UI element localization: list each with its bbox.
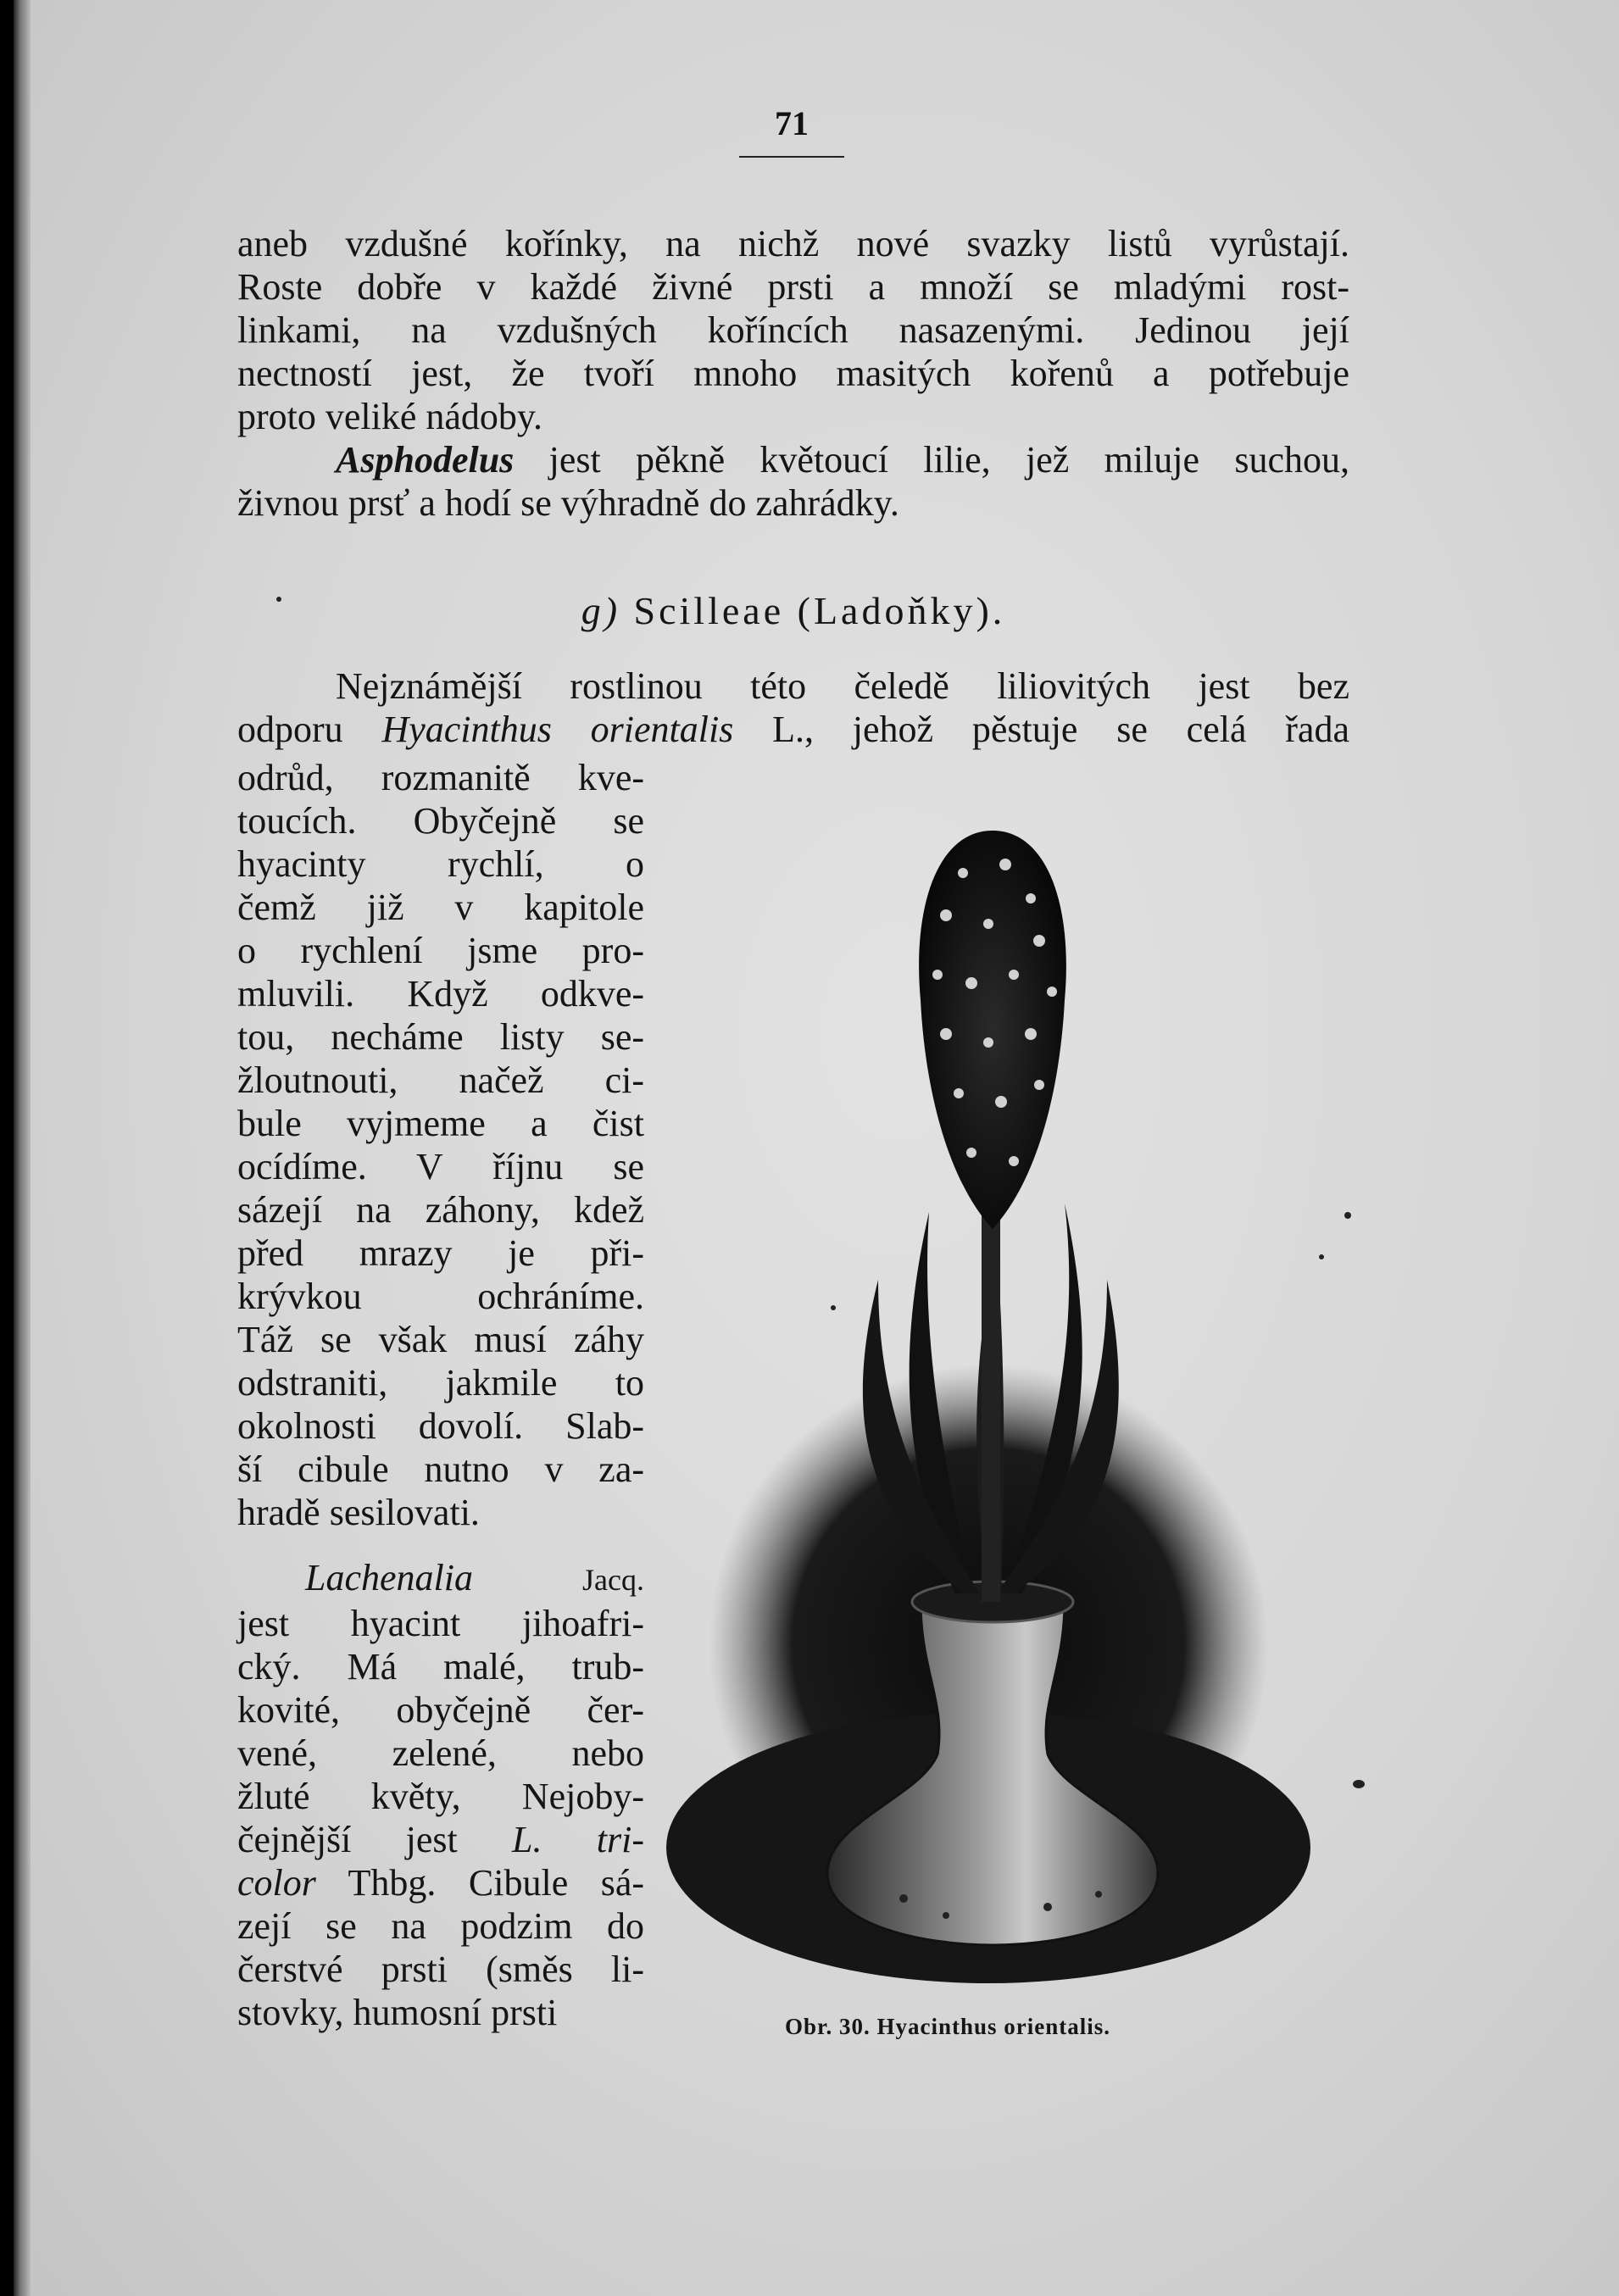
text-line: proto veliké nádoby. — [237, 396, 543, 437]
text-line: tou, necháme listy se- — [237, 1016, 644, 1058]
hyacinth-illustration — [666, 805, 1310, 1992]
text-line: hyacinty rychlí, o — [237, 843, 644, 885]
hyacinth-intro — [237, 664, 1349, 751]
text-line: Táž se však musí záhy — [237, 1319, 644, 1360]
species-tricolor-part1: L. tri- — [512, 1819, 644, 1860]
text-line: zejí se na podzim do — [237, 1905, 644, 1947]
intro-line-2-before: odporu — [237, 709, 382, 750]
text-line: krývkou ochráníme. — [237, 1276, 644, 1317]
scan-speck — [1344, 1212, 1351, 1219]
text-line: aneb vzdušné kořínky, na nichž nové svazky listů vyrůstají. — [237, 223, 1349, 264]
scan-speck — [276, 597, 281, 602]
text-line: stovky, humosní prsti — [237, 1992, 558, 2033]
text-line: odrůd, rozmanitě kve- — [237, 757, 644, 798]
page-binding-edge — [14, 0, 31, 2296]
text-line: bule vyjmeme a čist — [237, 1103, 644, 1144]
book-page — [14, 0, 1619, 2296]
text-line: ší cibule nutno v za- — [237, 1448, 644, 1490]
text-line: Roste dobře v každé živné prsti a množí se mladými rost- — [237, 266, 1349, 308]
figure-caption: Obr. 30. Hyacinthus orientalis. — [785, 2014, 1111, 2039]
scan-speck — [831, 1305, 836, 1310]
section-heading — [237, 588, 1349, 633]
species-hyacinthus-orientalis: Hyacinthus orientalis — [381, 709, 734, 750]
text-line: vené, zelené, nebo — [237, 1732, 644, 1774]
text-line: cký. Má malé, trub- — [237, 1646, 644, 1687]
text-line: před mrazy je při- — [237, 1232, 644, 1274]
scan-speck — [1353, 1780, 1365, 1788]
tricolor-before: čejnější jest — [237, 1819, 513, 1860]
text-line: nectností jest, že tvoří mnoho masitých kořenů a potřebuje — [237, 353, 1349, 394]
scan-speck — [1319, 1254, 1324, 1259]
page-number: 71 — [775, 104, 809, 142]
asphodelus-line-2: živnou prsť a hodí se výhradně do zahrádky. — [237, 482, 899, 524]
text-line: čerstvé prsti (směs li- — [237, 1949, 644, 1990]
page-number-rule — [739, 156, 844, 158]
lachenalia-author: Jacq. — [582, 1563, 644, 1597]
text-line: toucích. Obyčejně se — [237, 800, 644, 842]
text-line: žloutnouti, načež ci- — [237, 1059, 644, 1101]
paragraph-continuation — [237, 222, 1349, 525]
text-line: odstraniti, jakmile to — [237, 1362, 644, 1404]
intro-line-2-after: L., jehož pěstuje se celá řada — [733, 709, 1349, 750]
genus-lachenalia: Lachenalia — [305, 1557, 473, 1598]
genus-asphodelus: Asphodelus — [336, 439, 515, 481]
color-after: Thbg. Cibule sá- — [315, 1862, 644, 1904]
lachenalia-line-1 — [237, 1556, 644, 1602]
lachenalia-paragraph — [237, 1556, 644, 2034]
text-line: sázejí na záhony, kdež — [237, 1189, 644, 1231]
tricolor-line — [237, 1818, 644, 1861]
text-line: žluté květy, Nejoby- — [237, 1776, 644, 1817]
color-line — [237, 1861, 644, 1904]
text-line: o rychlení jsme pro- — [237, 930, 644, 971]
section-title: Scilleae (Ladoňky). — [633, 589, 1006, 632]
flower-spike — [919, 831, 1066, 1229]
text-line: hradě sesilovati. — [237, 1492, 480, 1533]
column-paragraph — [237, 756, 644, 1534]
asphodelus-line-1 — [237, 438, 1349, 481]
text-line: okolnosti dovolí. Slab- — [237, 1405, 644, 1447]
text-line: mluvili. Když odkve- — [237, 973, 644, 1015]
species-tricolor-part2: color — [237, 1862, 316, 1904]
text-line: čemž již v kapitole — [237, 887, 644, 928]
stem — [982, 1204, 1000, 1602]
text-line: ocídíme. V říjnu se — [237, 1146, 644, 1187]
intro-line-1: Nejznámější rostlinou této čeledě liliovitých jest bez — [336, 665, 1349, 707]
text-line: jest hyacint jihoafri- — [237, 1603, 644, 1644]
intro-line-2 — [237, 708, 1349, 751]
text-line: linkami, na vzdušných koříncích nasazenými. Jedinou její — [237, 309, 1349, 351]
text-line: kovité, obyčejně čer- — [237, 1689, 644, 1731]
asphodelus-line-1-text: jest pěkně květoucí lilie, jež miluje suchou, — [514, 439, 1349, 481]
section-letter: g) — [581, 589, 621, 632]
